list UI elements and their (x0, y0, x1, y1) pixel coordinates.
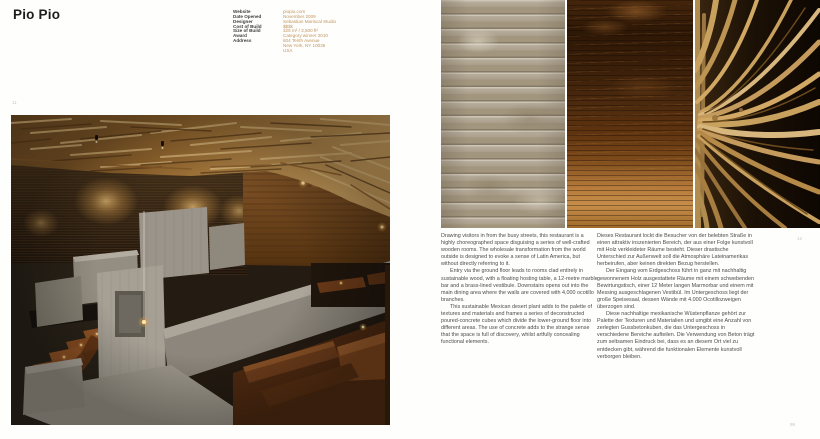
meta-label: Designer (233, 18, 253, 24)
meta-label: Size of Build (233, 28, 261, 34)
meta-label (233, 49, 283, 54)
paragraph-de-3: Diese nachhaltige mexikanische Wüstenpflanze gehört zur Palette der Texturen und Materialien und umgibt eine Anzahl von zerlegten Gussbetonkuben, die das Untergeschoss in verschiedene Bereiche aufteilen. Die Verwendung von Beton trägt zum seltsamen Eindruck bei, dass es an diesem Ort viel zu entdecken gibt, während die funktionalen Elemente kunstvoll verborgen bleiben. (597, 311, 755, 360)
figure-number-left: 11 (12, 100, 17, 105)
meta-value: $$$k (283, 23, 293, 29)
paragraph-en-3: This sustainable Mexican desert plant adds to the palette of textures and materials and frames a series of deconstructed poured-concrete cubes which divide the lower-ground floor into different areas. The use of concrete adds to the strange sense that the space is full of discovery, whilst artfully concealing functional elements. (441, 303, 593, 346)
restaurant-interior-photo (11, 115, 390, 425)
meta-label: Address (233, 38, 252, 44)
texture-concrete-panel (441, 0, 565, 228)
meta-value: November 2009 (283, 13, 316, 19)
texture-branches-panel (695, 0, 820, 228)
meta-value: Sebastian Mariscal Studio (283, 18, 337, 24)
restaurant-photo-illustration (11, 115, 390, 425)
meta-label: Date Opened (233, 13, 262, 19)
meta-value: 604 Tenth Avenue (283, 38, 320, 44)
meta-value: Category winner 2010 (283, 33, 328, 39)
paragraph-de-2: Der Eingang vom Erdgeschoss führt in ganz mit nachhaltig gewonnenem Holz ausgestattete Räume mit einem schwebenden Bewirtungstisch, einer 12 Meter langen Marmorbar und einem mit Messing ausgeschlagenen Vestibül. Im Untergeschoss liegt der große Speisesaal, dessen Wände mit 4.000 Ocotillozweigen überzogen sind. (597, 268, 755, 310)
page-number: 99 (790, 422, 796, 427)
meta-label: Cost of Build (233, 23, 262, 29)
meta-label: Award (233, 33, 247, 39)
meta-value: 325 m² / 3,500 ft² (283, 28, 318, 34)
page-title: Pio Pio (13, 7, 61, 22)
meta-value: piopio.com (283, 9, 306, 14)
paragraph-de-1: Dieses Restaurant lockt die Besucher von der belebten Straße in einen attraktiv inszenierten Bereich, der aus einer Folge kunstvoll mit Holz verkleideter Räume besteht. Dieser drastische Unterschied zur Außenwelt soll die Atmosphäre Lateinamerikas herbeirufen, aber keinen direkten Bezug herstellen. (597, 233, 753, 268)
meta-value: New York, NY 10036 (283, 42, 326, 48)
body-text-english (441, 233, 598, 347)
ocotillo-branches-illustration (695, 0, 820, 228)
texture-darkwood-panel (567, 0, 693, 228)
meta-label: Website (233, 9, 251, 14)
project-metadata (233, 10, 383, 54)
paragraph-en-2: Entry via the ground floor leads to rooms clad entirely in sustainable wood, with a floating hosting table, a 12-metre marble bar and a brass-lined vestibule. Downstairs opens out into the main dining area where the walls are covered with 4,000 ocotillo branches. (441, 268, 598, 303)
body-text-german (597, 233, 755, 361)
meta-value: USA (283, 47, 293, 53)
photo-vignette (11, 115, 390, 425)
meta-row-address-3 (233, 49, 383, 54)
paragraph-en-1: Drawing visitors in from the busy streets, this restaurant is a highly choreographed space disguising a series of well-crafted wooden rooms. The wholesale transformation from the world outside is designed to evoke a sense of Latin America, but without directly referring to it. (441, 233, 590, 268)
figure-number-right: 12 (797, 236, 803, 241)
